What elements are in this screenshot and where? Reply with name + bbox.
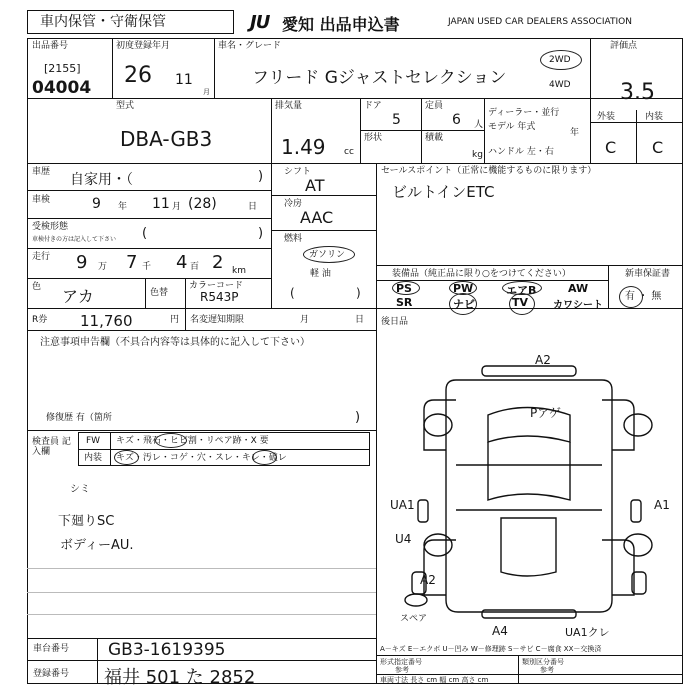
lot-small: 2155 (48, 62, 77, 75)
exterior-value: C (605, 138, 617, 157)
fuel-diesel: 軽 油 (310, 269, 331, 279)
person-unit: 人 (474, 120, 484, 130)
equip-ps-circle (392, 281, 420, 295)
r-ken-value: 11,760 (80, 312, 133, 330)
rating-value: 3.5 (620, 80, 655, 105)
repair-history: 修復歴 有（箇所 (46, 413, 112, 423)
reg-year: 26 (124, 63, 152, 88)
capacity-label: 定員 (425, 101, 444, 111)
color-code-label: カラーコード (189, 281, 244, 291)
shaken-month-unit: 月 (172, 202, 182, 212)
cooler-value: AAC (300, 208, 334, 227)
diagram-bottom-2: UA1クレ (565, 626, 610, 639)
equip-navi-circle (449, 293, 477, 315)
note-2: 下廻りSC (58, 514, 115, 529)
sales-point-value: ビルトインETC (392, 183, 495, 201)
rating-label: 評価点 (610, 41, 638, 51)
reg-no-label: 登録番号 (33, 669, 70, 679)
color-change-label: 色替 (150, 288, 169, 298)
reception-label: 受検形態 (32, 222, 69, 232)
warranty-options: 有 ・ 無 (625, 291, 662, 302)
capacity-value: 6 (452, 112, 461, 128)
displacement-label: 排気量 (275, 101, 303, 111)
diagram-pd: Pアゲ (530, 406, 561, 420)
fw-label: FW (86, 436, 101, 446)
lot-number: 04004 (32, 78, 92, 98)
in-circle-1 (114, 450, 139, 465)
shaken-month: 11 (152, 196, 170, 212)
interior-label: 内装 (645, 112, 664, 122)
reg-month-unit: 月 (203, 88, 210, 96)
cooler-label: 冷房 (284, 199, 303, 209)
warranty-circle (619, 286, 643, 308)
doors-label: ドア (364, 101, 382, 111)
equip-ps: PS (396, 282, 412, 295)
diagram-left-2: U4 (395, 532, 412, 546)
fuel-label: 燃料 (284, 234, 303, 244)
equip-navi: ナビ (453, 298, 475, 311)
diagram-top: A2 (535, 353, 551, 367)
drive-4wd: 4WD (549, 80, 571, 90)
reception-note: 車検付きの方は記入して下さい (32, 236, 117, 243)
ju-logo: JU (250, 12, 270, 33)
load-label: 積載 (425, 133, 444, 143)
model-value: DBA-GB3 (120, 127, 213, 151)
shape-label: 形状 (364, 133, 383, 143)
notes-title: 注意事項申告欄（不具合内容等は具体的に記入して下さい） (40, 337, 310, 348)
cc-unit: cc (344, 147, 354, 157)
color-label: 色 (32, 282, 42, 292)
mileage-ju: 2 (212, 252, 224, 273)
spare-label: スペア (400, 614, 428, 624)
reg-no-value: 福井 501 た 2852 (104, 667, 256, 688)
year-unit: 年 (570, 128, 580, 138)
shift-label: シフト (284, 167, 312, 177)
r-ken-label: R券 (32, 315, 48, 325)
interior-options: キズ・汚レ・コゲ・穴・スレ・キレ・破レ (116, 453, 287, 463)
association-name: JAPAN USED CAR DEALERS ASSOCIATION (448, 17, 632, 27)
name-change-month: 月 (300, 315, 310, 325)
fw-options: キズ・飛石・ヒビ割・リペア跡・X 要 (116, 436, 269, 446)
reg-month: 11 (175, 72, 193, 88)
mileage-man: 9 (76, 252, 88, 273)
mileage-label: 走行 (32, 252, 51, 262)
car-name-label: 車名・グレード (218, 41, 282, 51)
note-1: シミ (70, 484, 90, 495)
diagram-left-1: UA1 (390, 498, 415, 512)
equip-aw: AW (568, 282, 589, 295)
chassis-no-label: 車台番号 (33, 644, 70, 654)
type-no-label: 形式指定番号 (380, 658, 422, 666)
color-code-value: R543P (200, 290, 239, 304)
color-value: アカ (62, 287, 94, 306)
name-change-label: 名変遅知期限 (190, 315, 245, 325)
handle-label: ハンドル 左・右 (488, 147, 554, 157)
name-change-day: 日 (355, 315, 365, 325)
exterior-label: 外装 (597, 112, 616, 122)
inspector-label: 検査員 記入欄 (32, 437, 71, 457)
kg-unit: kg (472, 150, 483, 160)
equipment-label: 装備品（純正品に限り○をつけてください） (392, 269, 571, 279)
car-diagram (376, 330, 683, 640)
first-reg-label: 初度登録年月 (116, 41, 171, 51)
equip-seat: カワシート (553, 300, 603, 311)
mileage-hyaku: 4 (176, 252, 188, 273)
shaken-label: 車検 (32, 195, 51, 205)
sales-point-label: セールスポイント（正常に機能するものに限ります） (381, 166, 597, 176)
equip-pw: PW (453, 282, 474, 295)
shaken-day: 28 (193, 196, 212, 212)
shaken-day-unit: 日 (248, 202, 258, 212)
damage-legend: A－キズ E－エクボ U－凹み W－修理跡 S－サビ C－腐食 XX－交換済 (380, 645, 602, 653)
equip-tv-circle (509, 293, 535, 315)
dealer-label: ディーラー・並行 (488, 108, 560, 118)
displacement-value: 1.49 (281, 135, 326, 159)
fw-circle (155, 433, 187, 448)
diagram-left-3: A2 (420, 573, 436, 587)
model-year-label: モデル 年式 (488, 122, 536, 132)
equip-sr: SR (396, 296, 413, 309)
warranty-label: 新車保証書 (625, 269, 671, 279)
car-dimensions: 車両寸法 長さ cm 幅 cm 高さ cm (380, 676, 489, 684)
equip-tv: TV (512, 296, 529, 309)
storage-tag-box (27, 10, 234, 34)
note-3: ボディーAU. (60, 538, 134, 553)
form-title: 愛知 出品申込書 (282, 15, 400, 34)
interior-row-label: 内装 (84, 453, 103, 463)
in-circle-2 (252, 450, 277, 465)
history-value: 自家用・（ (70, 172, 133, 188)
class-no-ref: 参考 (540, 666, 554, 674)
chassis-no-value: GB3-1619395 (108, 640, 226, 660)
diagram-right: A1 (654, 498, 670, 512)
car-name: フリード Gジャストセレクション (252, 68, 507, 88)
storage-tag: 車内保管・守衛保管 (40, 14, 166, 30)
mileage-sen: 7 (126, 252, 138, 273)
shaken-year: 9 (92, 196, 101, 212)
doors-value: 5 (392, 112, 401, 128)
class-no-label: 類別区分番号 (522, 658, 564, 666)
model-label: 型式 (116, 101, 135, 111)
after-day-label: 後日品 (381, 317, 409, 327)
shaken-year-unit: 年 (118, 202, 128, 212)
interior-value: C (652, 138, 664, 157)
lot-no-label: 出品番号 (32, 41, 69, 51)
drive-2wd: 2WD (549, 55, 571, 65)
diagram-bottom-1: A4 (492, 624, 508, 638)
history-label: 車歴 (32, 167, 51, 177)
type-no-ref: 参考 (395, 666, 409, 674)
shift-value: AT (305, 176, 325, 195)
fuel-value: ガソリン (309, 250, 346, 260)
equip-airbag: エアB (506, 284, 537, 297)
yen-unit: 円 (170, 315, 180, 325)
